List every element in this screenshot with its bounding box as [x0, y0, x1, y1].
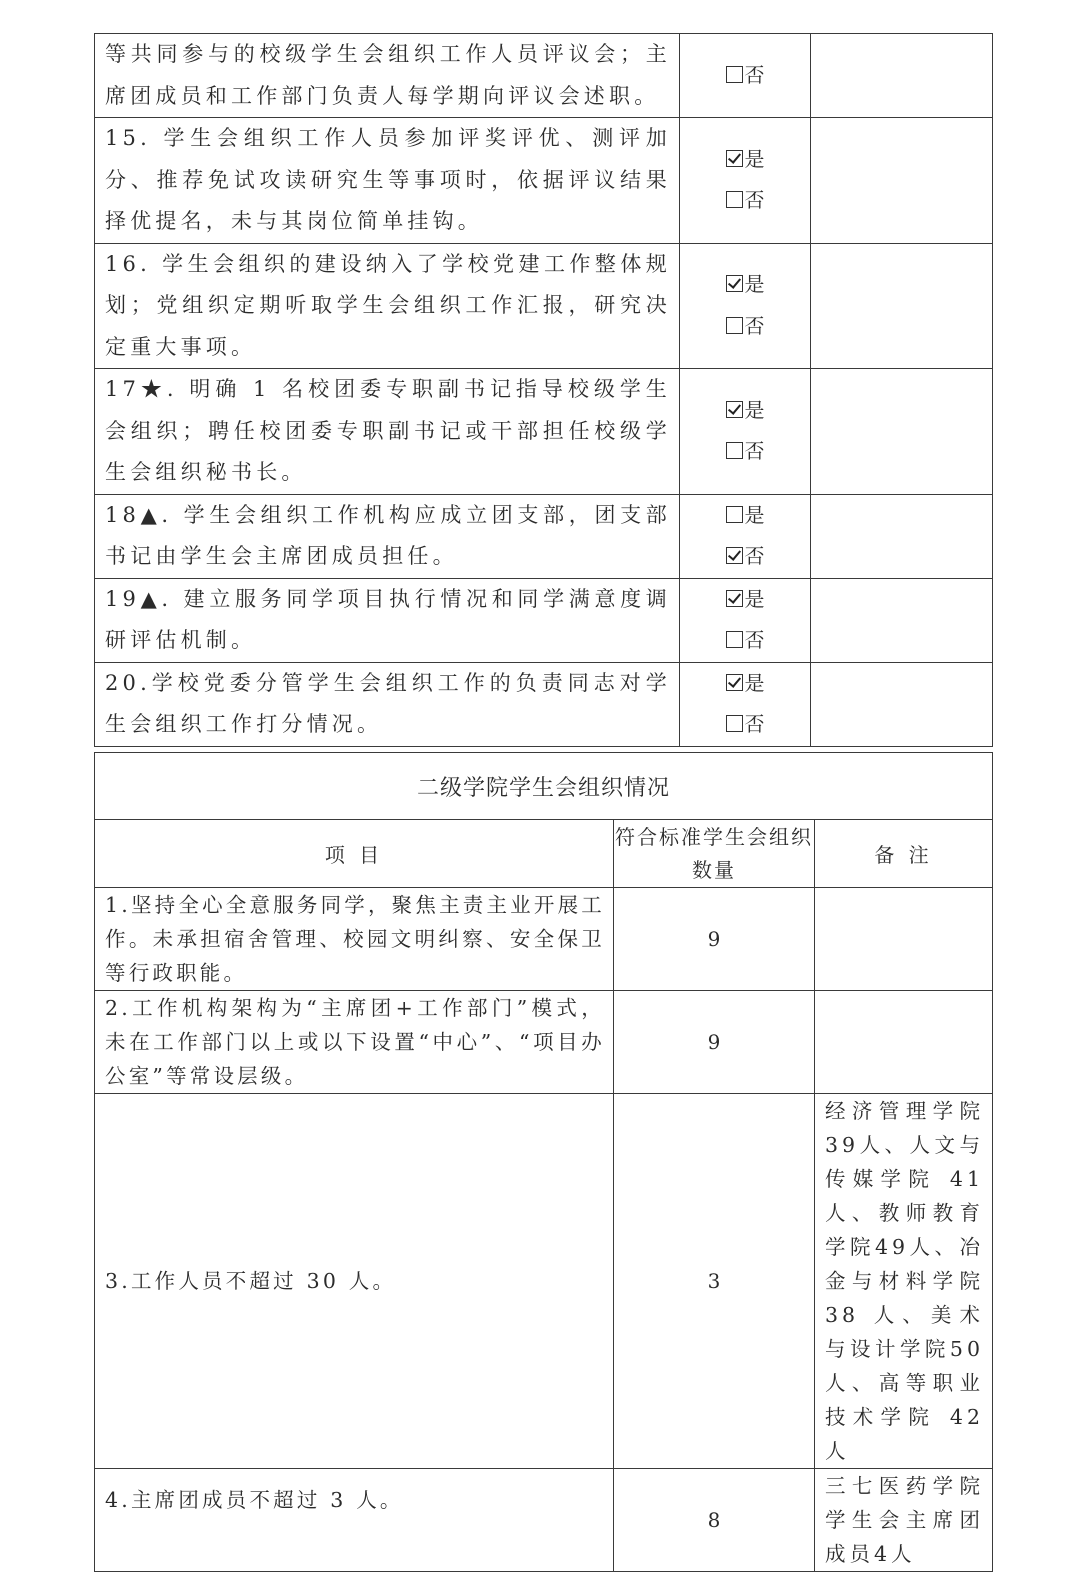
note-text	[815, 991, 993, 1094]
item-text: 20.学校党委分管学生会组织工作的负责同志对学生会组织工作打分情况。	[95, 662, 680, 746]
table-row	[95, 991, 993, 1094]
option-no[interactable]: 否	[680, 536, 810, 578]
checkbox-icon[interactable]	[726, 631, 743, 648]
remark-cell	[811, 118, 993, 244]
header-item: 项 目	[95, 820, 614, 888]
table-row	[95, 888, 993, 991]
table-row	[95, 369, 993, 495]
checkbox-icon[interactable]	[726, 715, 743, 732]
checkbox-icon[interactable]	[726, 442, 743, 459]
count-value: 9	[614, 888, 815, 991]
item-text: 等共同参与的校级学生会组织工作人员评议会；主席团成员和工作部门负责人每学期向评议会述职。	[95, 34, 680, 118]
option-yes[interactable]: 是	[680, 495, 810, 537]
item-text: 19▲. 建立服务同学项目执行情况和同学满意度调研评估机制。	[95, 578, 680, 662]
item-text: 2.工作机构架构为“主席团+工作部门”模式，未在工作部门以上或以下设置“中心”、“项目办公室”等常设层级。	[95, 991, 614, 1094]
remark-cell	[811, 578, 993, 662]
table-title: 二级学院学生会组织情况	[95, 753, 993, 820]
checked-box-icon[interactable]	[726, 590, 743, 607]
checked-box-icon[interactable]	[726, 150, 743, 167]
checkbox-icon[interactable]	[726, 317, 743, 334]
note-text: 三七医药学院学生会主席团成员4人	[815, 1469, 993, 1572]
table-title-row	[95, 753, 993, 820]
table-header-row	[95, 820, 993, 888]
choice-cell	[680, 369, 811, 495]
option-yes[interactable]: 是	[680, 390, 810, 432]
option-no[interactable]: 否	[680, 620, 810, 662]
checkbox-icon[interactable]	[726, 191, 743, 208]
college-student-union-table	[94, 752, 993, 1572]
header-count: 符合标准学生会组织数量	[614, 820, 815, 888]
table-row	[95, 34, 993, 118]
choice-cell	[680, 243, 811, 369]
choice-cell	[680, 494, 811, 578]
choice-cell	[680, 578, 811, 662]
table-row	[95, 1094, 993, 1469]
item-text: 17★. 明确 1 名校团委专职副书记指导校级学生会组织；聘任校团委专职副书记或干部担任校级学生会组织秘书长。	[95, 369, 680, 495]
note-text: 经济管理学院39人、人文与传媒学院 41 人、教师教育学院49人、冶金与材料学院 38 人、美术与设计学院50人、高等职业技术学院 42 人	[815, 1094, 993, 1469]
choice-cell	[680, 34, 811, 118]
option-yes[interactable]: 是	[680, 663, 810, 705]
remark-cell	[811, 34, 993, 118]
count-value: 3	[614, 1094, 815, 1469]
item-text: 4.主席团成员不超过 3 人。	[95, 1469, 614, 1572]
evaluation-table	[94, 33, 993, 747]
checked-box-icon[interactable]	[726, 547, 743, 564]
table-row	[95, 1469, 993, 1572]
option-no[interactable]: 否	[680, 306, 810, 348]
option-no[interactable]: 否	[680, 431, 810, 473]
option-yes[interactable]: 是	[680, 579, 810, 621]
option-yes[interactable]: 是	[680, 264, 810, 306]
remark-cell	[811, 662, 993, 746]
header-note: 备 注	[815, 820, 993, 888]
table-row	[95, 578, 993, 662]
option-yes[interactable]: 是	[680, 139, 810, 181]
choice-cell	[680, 118, 811, 244]
option-no[interactable]: 否	[680, 180, 810, 222]
item-text: 15. 学生会组织工作人员参加评奖评优、测评加分、推荐免试攻读研究生等事项时，依据评议结果择优提名，未与其岗位简单挂钩。	[95, 118, 680, 244]
item-text: 3.工作人员不超过 30 人。	[95, 1094, 614, 1469]
table-row	[95, 243, 993, 369]
table-row	[95, 662, 993, 746]
table-row	[95, 118, 993, 244]
table-row	[95, 494, 993, 578]
option-no[interactable]: 否	[680, 55, 810, 97]
remark-cell	[811, 369, 993, 495]
item-text: 1.坚持全心全意服务同学，聚焦主责主业开展工作。未承担宿舍管理、校园文明纠察、安全保卫等行政职能。	[95, 888, 614, 991]
count-value: 9	[614, 991, 815, 1094]
option-no[interactable]: 否	[680, 704, 810, 746]
remark-cell	[811, 494, 993, 578]
checked-box-icon[interactable]	[726, 275, 743, 292]
item-text: 18▲. 学生会组织工作机构应成立团支部，团支部书记由学生会主席团成员担任。	[95, 494, 680, 578]
choice-cell	[680, 662, 811, 746]
note-text	[815, 888, 993, 991]
checkbox-icon[interactable]	[726, 506, 743, 523]
count-value: 8	[614, 1469, 815, 1572]
remark-cell	[811, 243, 993, 369]
checked-box-icon[interactable]	[726, 674, 743, 691]
item-text: 16. 学生会组织的建设纳入了学校党建工作整体规划；党组织定期听取学生会组织工作汇报，研究决定重大事项。	[95, 243, 680, 369]
checkbox-icon[interactable]	[726, 66, 743, 83]
checked-box-icon[interactable]	[726, 401, 743, 418]
